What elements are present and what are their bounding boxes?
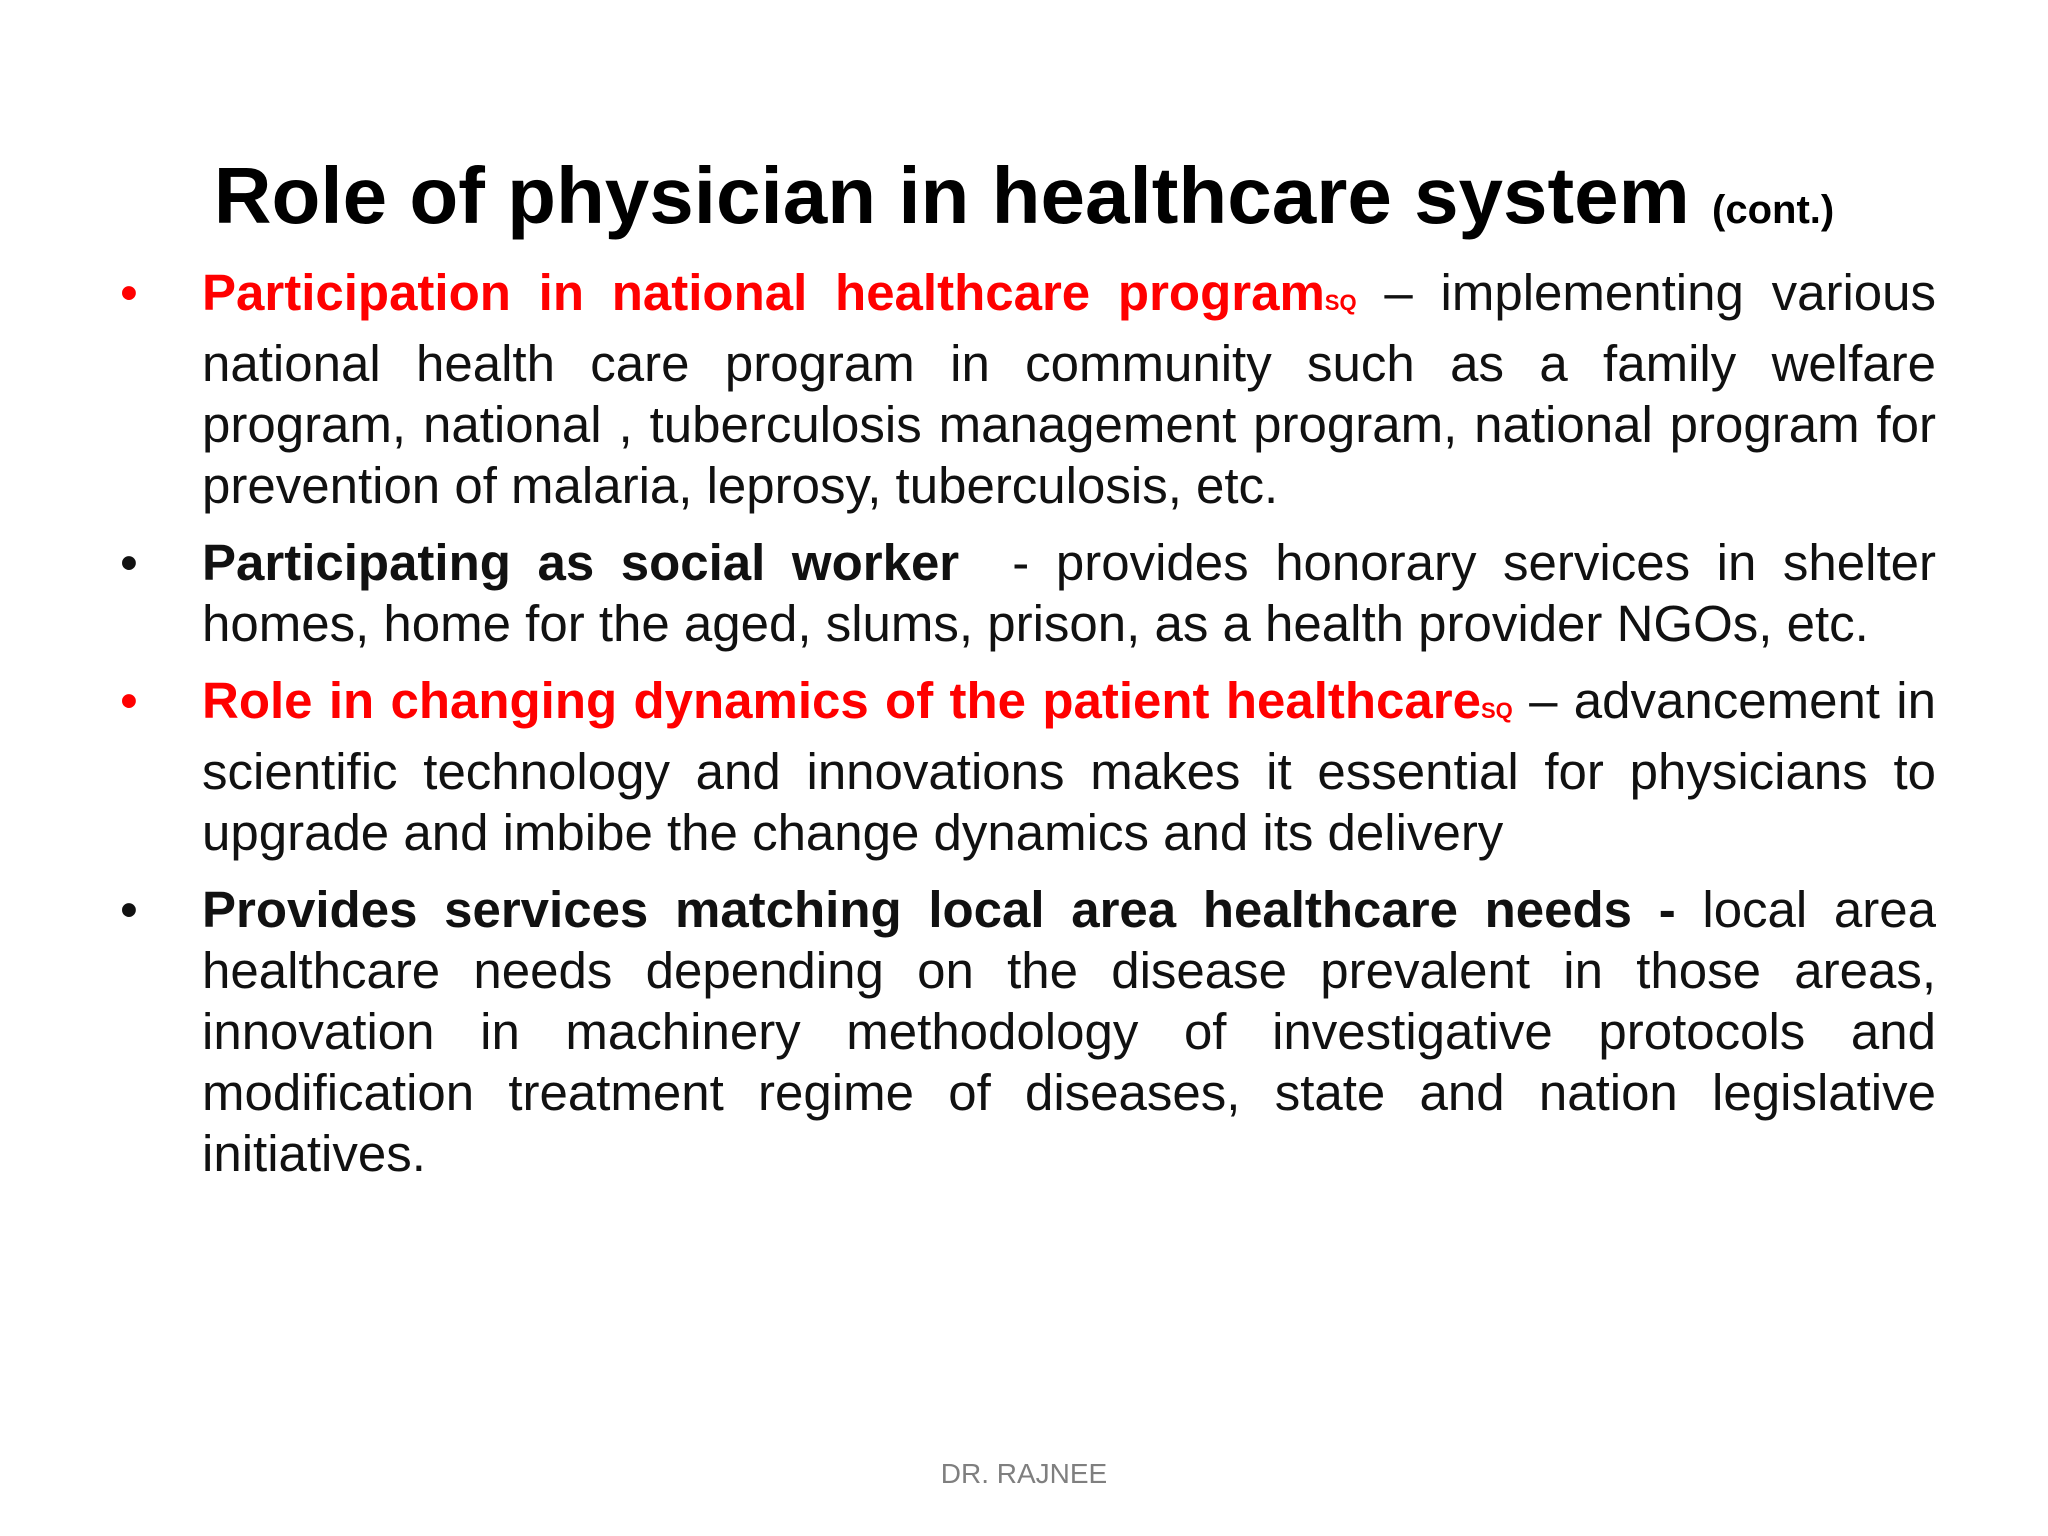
bullet-item [120,262,1936,516]
bullet-heading: Participation in national healthcare program [202,264,1325,321]
slide-title-text: Role of physician in healthcare system [213,151,1690,240]
bullet-heading-marker: SQ [1480,698,1513,723]
bullet-item [120,670,1936,863]
bullet-heading: Participating as social worker [202,534,960,591]
slide-title-suffix: (cont.) [1712,188,1835,232]
bullet-marker: • [120,534,138,591]
bullet-text: local area healthcare needs depending on the disease prevalent in those areas, innovation in machinery methodology of investigative protocols and modification treatment regime of diseases, state and nation legislative initiatives. [202,881,1936,1182]
bullet-list [120,262,1936,1200]
footer-author: DR. RAJNEE [940,1458,1108,1489]
bullet-heading: Provides services matching local area healthcare needs - [202,881,1676,938]
bullet-item [120,532,1936,654]
bullet-text: provides honorary services in shelter homes, home for the aged, slums, prison, as a health provider NGOs, etc. [202,534,1937,652]
bullet-marker: • [120,264,138,321]
bullet-item [120,879,1936,1184]
bullet-marker: • [120,881,138,938]
bullet-text: implementing various national health care program in community such as a family welfare program, national , tuberculosis management program, national program for prevention of malaria, leprosy, tuberculosis, etc. [202,264,1937,514]
bullet-separator [1676,881,1703,938]
bullet-separator: – [1356,264,1441,321]
slide-title [0,148,2048,258]
bullet-separator: - [959,534,1056,591]
bullet-heading: Role in changing dynamics of the patient healthcare [202,672,1481,729]
bullet-separator: – [1512,672,1574,729]
bullet-heading-marker: SQ [1324,290,1357,315]
bullet-text: advancement in scientific technology and innovations makes it essential for physicians to upgrade and imbibe the change dynamics and its delivery [202,672,1936,861]
bullet-marker: • [120,672,138,729]
